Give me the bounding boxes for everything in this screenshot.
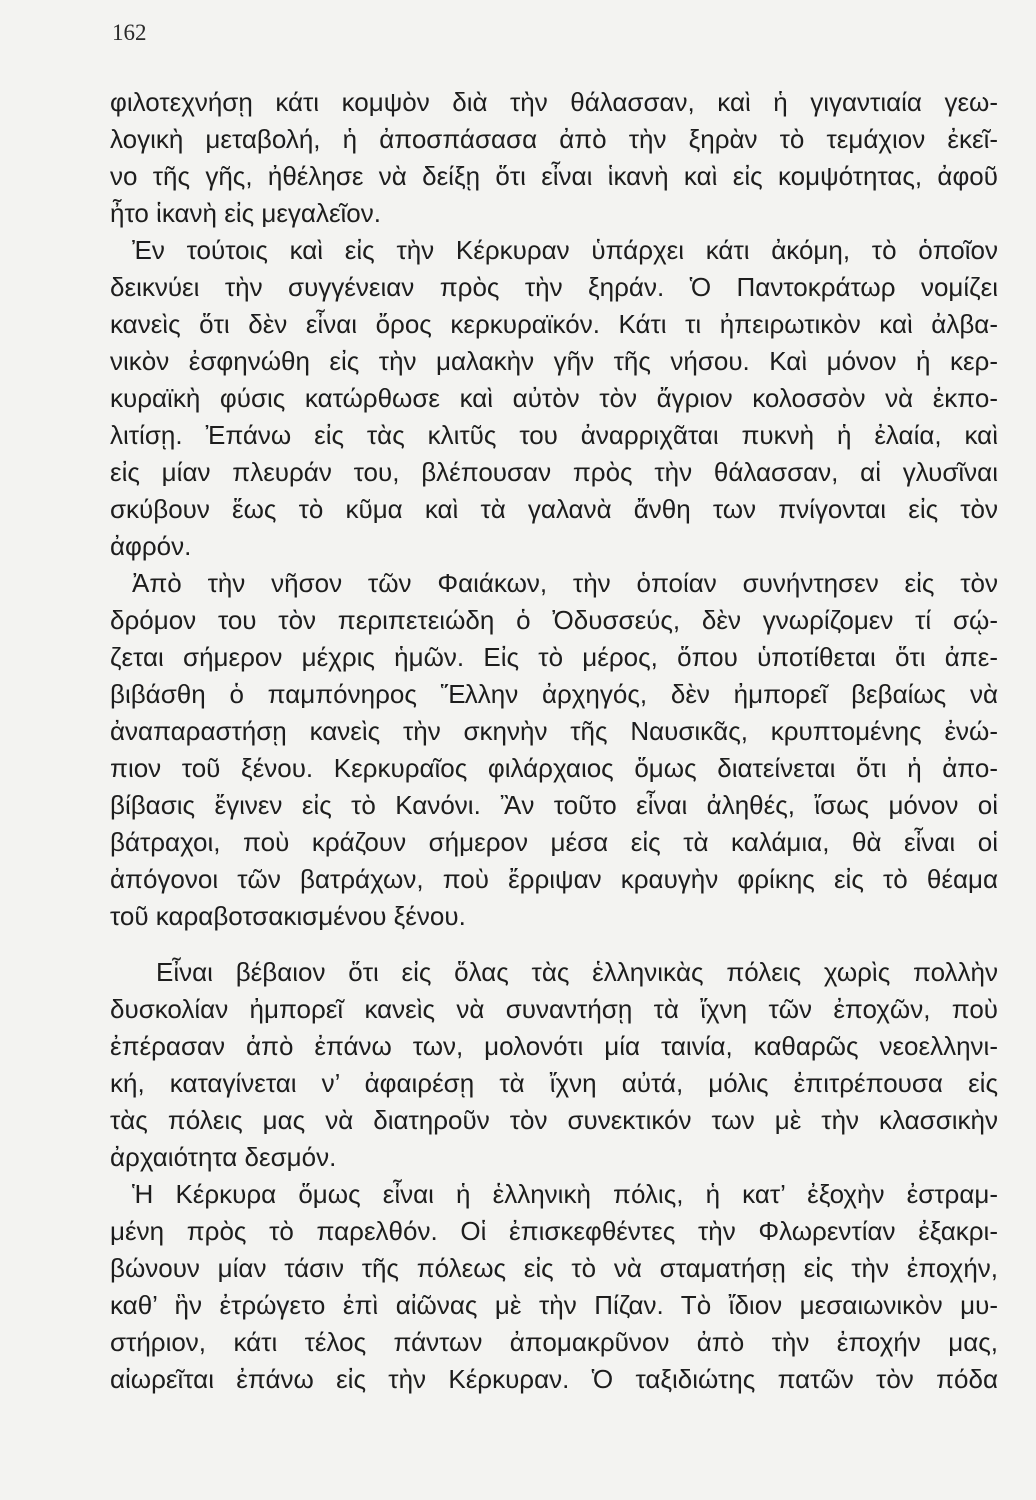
paragraph [110, 954, 998, 1176]
text-line: λιτίσῃ. Ἐπάνω εἰς τὰς κλιτῦς του ἀναρριχᾶται πυκνὴ ἡ ἐλαία, καὶ [110, 420, 998, 450]
text-line: Εἶναι βέβαιον ὅτι εἰς ὅλας τὰς ἑλληνικὰς πόλεις χωρὶς πολλὴν [156, 957, 998, 987]
text-line: βάτραχοι, ποὺ κράζουν σήμερον μέσα εἰς τὰ καλάμια, θὰ εἶναι οἱ [110, 827, 998, 857]
text-line: νικὸν ἐσφηνώθη εἰς τὴν μαλακὴν γῆν τῆς νήσου. Καὶ μόνον ἡ κερ- [110, 346, 998, 376]
text-line: δεικνύει τὴν συγγένειαν πρὸς τὴν ξηράν. Ὁ Παντοκράτωρ νομίζει [110, 272, 998, 302]
text-line: φιλοτεχνήσῃ κάτι κομψὸν διὰ τὴν θάλασσαν, καὶ ἡ γιγαντιαία γεω- [110, 87, 998, 117]
text-line: εἰς μίαν πλευράν του, βλέπουσαν πρὸς τὴν θάλασσαν, αἱ γλυσῖναι [110, 457, 998, 487]
text-line: ἀναπαραστήσῃ κανεὶς τὴν σκηνὴν τῆς Ναυσικᾶς, κρυπτομένης ἐνώ- [110, 716, 998, 746]
paragraph [110, 232, 998, 565]
text-line: τὰς πόλεις μας νὰ διατηροῦν τὸν συνεκτικόν των μὲ τὴν κλασσικὴν [110, 1105, 998, 1135]
text-line: πιον τοῦ ξένου. Κερκυραῖος φιλάρχαιος ὅμως διατείνεται ὅτι ἡ ἀπο- [110, 753, 998, 783]
text-line: κυραϊκὴ φύσις κατώρθωσε καὶ αὐτὸν τὸν ἄγριον κολοσσὸν νὰ ἐκπο- [110, 383, 998, 413]
text-line: ζεται σήμερον μέχρις ἡμῶν. Εἰς τὸ μέρος, ὅπου ὑποτίθεται ὅτι ἀπε- [110, 642, 998, 672]
text-line: νο τῆς γῆς, ἠθέλησε νὰ δείξῃ ὅτι εἶναι ἱκανὴ καὶ εἰς κομψότητας, ἀφοῦ [110, 161, 998, 191]
text-line: βώνουν μίαν τάσιν τῆς πόλεως εἰς τὸ νὰ σταματήσῃ εἰς τὴν ἐποχήν, [110, 1253, 998, 1283]
text-line: κανεὶς ὅτι δὲν εἶναι ὄρος κερκυραϊκόν. Κάτι τι ἠπειρωτικὸν καὶ ἀλβα- [110, 309, 998, 339]
text-line: βιβάσθη ὁ παμπόνηρος Ἕλλην ἀρχηγός, δὲν ἠμπορεῖ βεβαίως νὰ [110, 679, 998, 709]
text-line: καθ’ ἣν ἐτρώγετο ἐπὶ αἰῶνας μὲ τὴν Πίζαν. Τὸ ἴδιον μεσαιωνικὸν μυ- [110, 1290, 998, 1320]
text-line: Ἡ Κέρκυρα ὅμως εἶναι ἡ ἑλληνικὴ πόλις, ἡ κατ’ ἐξοχὴν ἐστραμ- [132, 1179, 998, 1209]
text-line: ἀφρόν. [110, 531, 192, 561]
text-line: αἰωρεῖται ἐπάνω εἰς τὴν Κέρκυραν. Ὁ ταξιδιώτης πατῶν τὸν πόδα [110, 1364, 998, 1394]
paragraph [110, 84, 998, 232]
page-number: 162 [112, 20, 147, 45]
paragraph [110, 565, 998, 935]
text-line: τοῦ καραβοτσακισμένου ξένου. [110, 901, 466, 931]
text-line: στήριον, κάτι τέλος πάντων ἀπομακρῦνον ἀπὸ τὴν ἐποχήν μας, [110, 1327, 998, 1357]
text-line: σκύβουν ἕως τὸ κῦμα καὶ τὰ γαλανὰ ἄνθη των πνίγονται εἰς τὸν [110, 494, 998, 524]
text-line: ἦτο ἱκανὴ εἰς μεγαλεῖον. [110, 198, 381, 228]
text-line: βίβασις ἔγινεν εἰς τὸ Κανόνι. Ἂν τοῦτο εἶναι ἀληθές, ἴσως μόνον οἱ [110, 790, 998, 820]
text-line: Ἀπὸ τὴν νῆσον τῶν Φαιάκων, τὴν ὁποίαν συνήντησεν εἰς τὸν [132, 568, 998, 598]
text-line: ἐπέρασαν ἀπὸ ἐπάνω των, μολονότι μία ταινία, καθαρῶς νεοελληνι- [110, 1031, 998, 1061]
text-line: λογικὴ μεταβολή, ἡ ἀποσπάσασα ἀπὸ τὴν ξηρὰν τὸ τεμάχιον ἐκεῖ- [110, 124, 998, 154]
text-line: μένη πρὸς τὸ παρελθόν. Οἱ ἐπισκεφθέντες τὴν Φλωρεντίαν ἐξακρι- [110, 1216, 998, 1246]
text-line: δυσκολίαν ἠμπορεῖ κανεὶς νὰ συναντήσῃ τὰ ἴχνη τῶν ἐποχῶν, ποὺ [110, 994, 998, 1024]
text-line: ἀρχαιότητα δεσμόν. [110, 1142, 337, 1172]
text-line: ἀπόγονοι τῶν βατράχων, ποὺ ἔρριψαν κραυγὴν φρίκης εἰς τὸ θέαμα [110, 864, 998, 894]
paragraph [110, 1176, 998, 1398]
text-line: κή, καταγίνεται ν’ ἀφαιρέσῃ τὰ ἴχνη αὐτά, μόλις ἐπιτρέπουσα εἰς [110, 1068, 998, 1098]
text-line: Ἐν τούτοις καὶ εἰς τὴν Κέρκυραν ὑπάρχει κάτι ἀκόμη, τὸ ὁποῖον [132, 235, 998, 265]
page-body-text [110, 84, 998, 1398]
text-line: δρόμον του τὸν περιπετειώδη ὁ Ὀδυσσεύς, δὲν γνωρίζομεν τί σῴ- [110, 605, 998, 635]
